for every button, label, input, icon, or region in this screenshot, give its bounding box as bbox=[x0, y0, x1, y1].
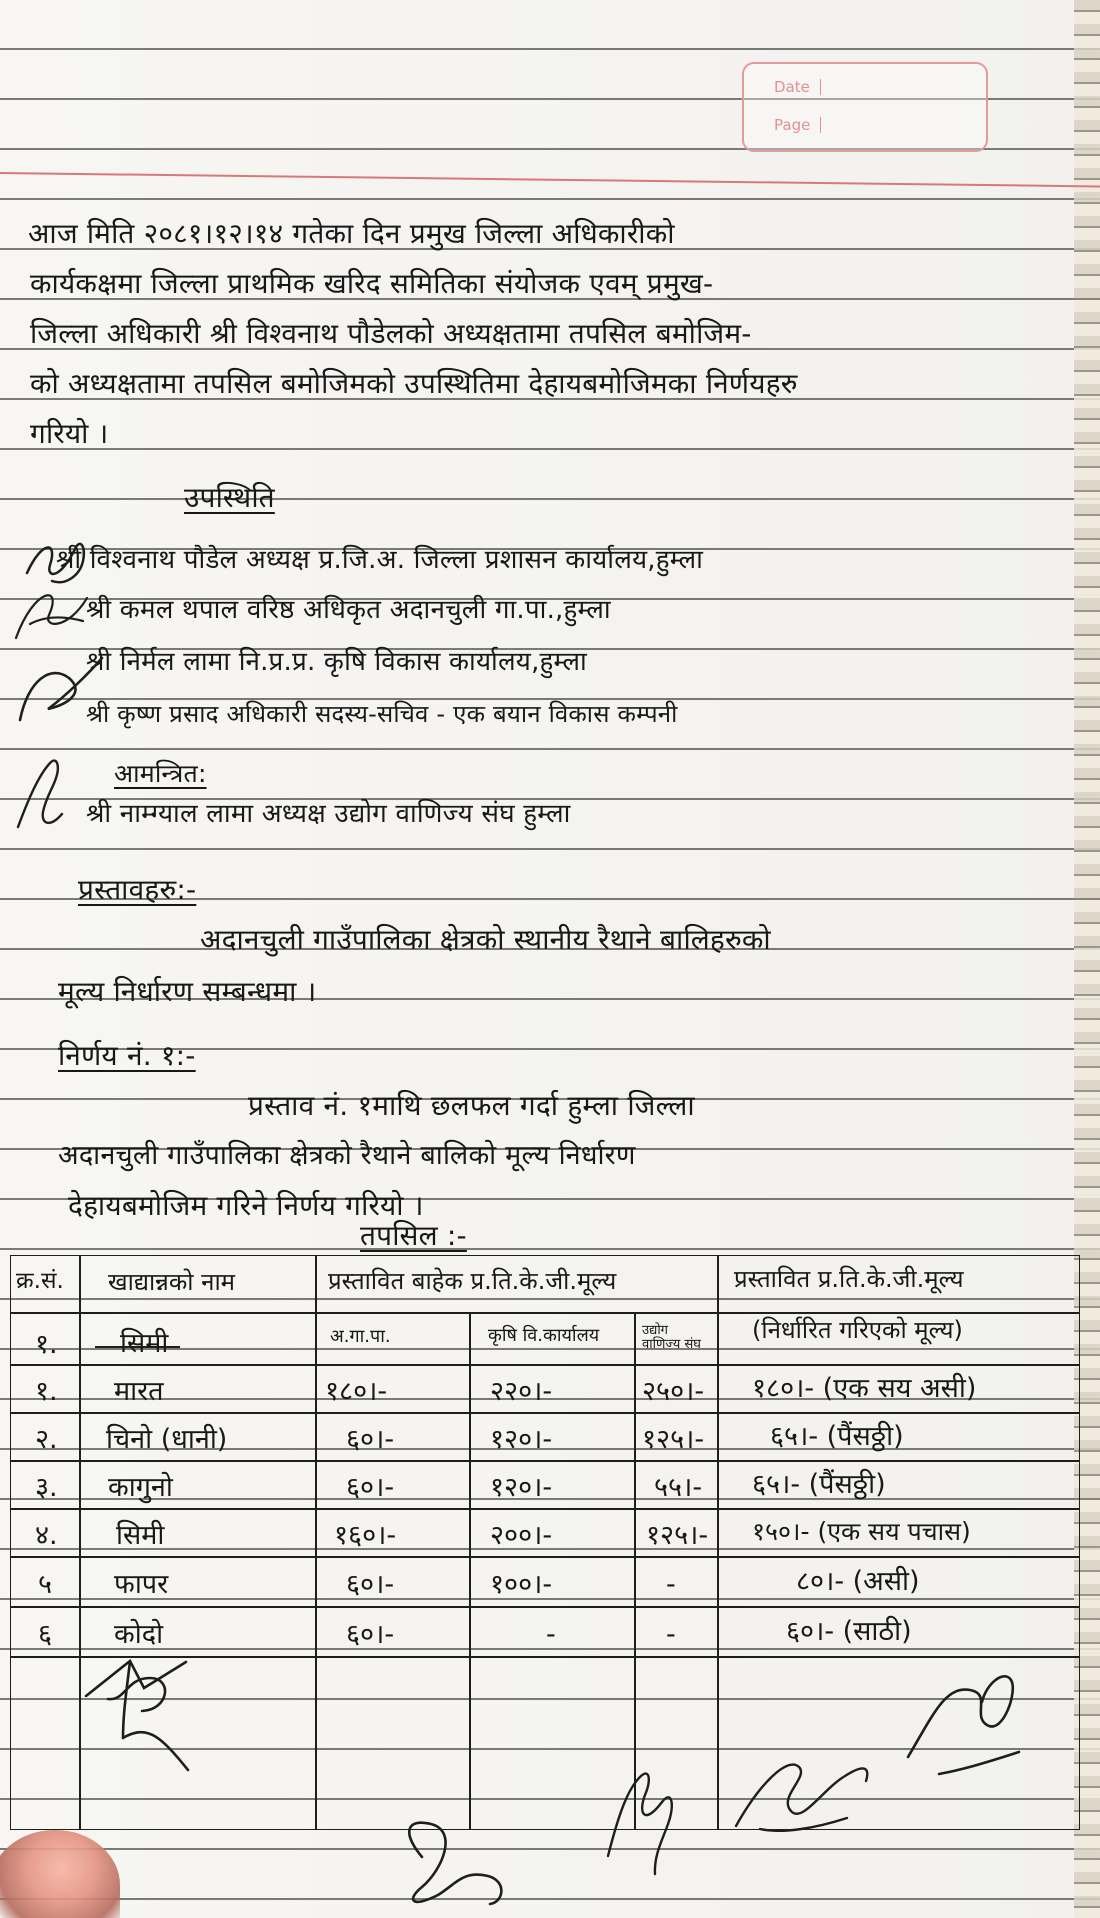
page-separator bbox=[820, 117, 821, 133]
signature-3 bbox=[10, 646, 112, 734]
row-4-agri: १२०।- bbox=[490, 1472, 553, 1503]
row-3-udyog: १२५।- bbox=[642, 1424, 705, 1455]
signature-4 bbox=[8, 754, 78, 838]
decision-line-3: देहायबमोजिम गरिने निर्णय गरियो । bbox=[68, 1189, 424, 1222]
row-4-item: कागुनो bbox=[108, 1472, 173, 1503]
header-approved-rate: प्रस्तावित प्र.ति.के.जी.मूल्य bbox=[734, 1265, 964, 1293]
row-6-agp: ६०।- bbox=[346, 1569, 395, 1600]
date-page-box bbox=[742, 62, 988, 152]
row-5-item: सिमी bbox=[116, 1520, 165, 1551]
invited-heading: आमन्त्रित: bbox=[114, 759, 207, 788]
row-4-sn: ३. bbox=[35, 1472, 58, 1503]
bottom-signature-2 bbox=[590, 1770, 686, 1892]
bottom-signature-1 bbox=[392, 1818, 520, 1910]
intro-line-5: गरियो । bbox=[30, 417, 109, 450]
row-6-agri: १००।- bbox=[490, 1569, 553, 1600]
row-3-approved: ६५।- (पैंसठ्ठी) bbox=[770, 1421, 904, 1452]
row-7-sn: ६ bbox=[38, 1619, 53, 1650]
row-6-udyog: - bbox=[666, 1569, 676, 1600]
header-sn: क्र.सं. bbox=[16, 1268, 64, 1294]
date-separator bbox=[820, 79, 821, 95]
row-7-agp: ६०।- bbox=[346, 1619, 395, 1650]
row-7-approved: ६०।- (साठी) bbox=[786, 1616, 912, 1647]
attendance-member-3: श्री निर्मल लामा नि.प्र.प्र. कृषि विकास कार्यालय,हुम्ला bbox=[86, 647, 587, 677]
page-row bbox=[774, 117, 821, 133]
header-approved-note: (निर्धारित गरिएको मूल्य) bbox=[752, 1316, 963, 1344]
row-6-sn: ५ bbox=[38, 1569, 53, 1600]
table-heading: तपसिल :- bbox=[360, 1219, 467, 1252]
row-6-item: फापर bbox=[114, 1569, 169, 1600]
row-5-agri: २००।- bbox=[490, 1520, 553, 1551]
row-4-approved: ६५।- (पैंसठ्ठी) bbox=[752, 1469, 886, 1500]
date-label: Date bbox=[774, 77, 810, 96]
row-6-approved: ८०।- (असी) bbox=[796, 1566, 920, 1597]
intro-line-1: आज मिति २०८१।१२।१४ गतेका दिन प्रमुख जिल्ला अधिकारीको bbox=[28, 217, 675, 250]
row-4-agp: ६०।- bbox=[346, 1472, 395, 1503]
row-2-udyog: २५०।- bbox=[642, 1376, 705, 1407]
row-5-agp: १६०।- bbox=[334, 1520, 397, 1551]
row-2-approved: १८०।- (एक सय असी) bbox=[752, 1373, 977, 1404]
attendance-member-2: श्री कमल थपाल वरिष्ठ अधिकृत अदानचुली गा.पा.,हुम्ला bbox=[86, 595, 611, 625]
signature-2 bbox=[8, 580, 103, 652]
row-2-agp: १८०।- bbox=[325, 1376, 388, 1407]
intro-line-3: जिल्ला अधिकारी श्री विश्वनाथ पौडेलको अध्यक्षतामा तपसिल बमोजिम- bbox=[30, 317, 752, 350]
row-1-item: सिमी bbox=[120, 1328, 169, 1359]
row-7-udyog: - bbox=[666, 1619, 676, 1650]
attendance-member-4: श्री कृष्ण प्रसाद अधिकारी सदस्य-सचिव - एक बयान विकास कम्पनी bbox=[86, 700, 678, 728]
header-item: खाद्यान्नको नाम bbox=[108, 1268, 236, 1296]
row-7-item: कोदो bbox=[114, 1619, 164, 1650]
attendance-member-1: श्री विश्वनाथ पौडेल अध्यक्ष प्र.जि.अ. जिल्ला प्रशासन कार्यालय,हुम्ला bbox=[56, 545, 704, 575]
row-4-udyog: ५५।- bbox=[654, 1472, 703, 1503]
row-3-agp: ६०।- bbox=[346, 1424, 395, 1455]
bottom-signature-3 bbox=[726, 1738, 876, 1862]
row-1-sn: १. bbox=[35, 1329, 58, 1360]
page-label: Page bbox=[774, 115, 811, 134]
proposal-line-1: अदानचुली गाउँपालिका क्षेत्रको स्थानीय रैथाने बालिहरुको bbox=[200, 923, 771, 956]
row-3-sn: २. bbox=[35, 1424, 58, 1455]
proposal-heading: प्रस्तावहरु:- bbox=[78, 873, 197, 906]
row-2-sn: १. bbox=[35, 1376, 58, 1407]
table-signature-left bbox=[78, 1654, 198, 1772]
subheader-udyog: उद्योग वाणिज्य संघ bbox=[642, 1323, 701, 1352]
intro-line-2: कार्यकक्षमा जिल्ला प्राथमिक खरिद समितिका संयोजक एवम् प्रमुख- bbox=[30, 267, 714, 300]
decision-heading: निर्णय नं. १:- bbox=[58, 1039, 196, 1072]
row-5-approved: १५०।- (एक सय पचास) bbox=[752, 1517, 971, 1546]
row-7-agri: - bbox=[546, 1619, 556, 1650]
bottom-signature-4 bbox=[900, 1668, 1028, 1780]
date-row bbox=[774, 79, 821, 95]
invited-member-1: श्री नाम्ग्याल लामा अध्यक्ष उद्योग वाणिज्य संघ हुम्ला bbox=[86, 799, 571, 829]
intro-line-4: को अध्यक्षतामा तपसिल बमोजिमको उपस्थितिमा देहायबमोजिमका निर्णयहरु bbox=[30, 367, 798, 400]
row-3-agri: १२०।- bbox=[490, 1424, 553, 1455]
decision-line-2: अदानचुली गाउँपालिका क्षेत्रको रैथाने बालिको मूल्य निर्धारण bbox=[58, 1140, 636, 1171]
row-2-item: मारत bbox=[114, 1376, 164, 1407]
row-3-item: चिनो (धानी) bbox=[106, 1424, 228, 1455]
subheader-agp: अ.गा.पा. bbox=[330, 1326, 391, 1347]
attendance-heading: उपस्थिति bbox=[184, 481, 275, 514]
header-rule bbox=[0, 172, 1100, 187]
thumb-overlay bbox=[0, 1830, 120, 1918]
decision-line-1: प्रस्ताव नं. १माथि छलफल गर्दा हुम्ला जिल्ला bbox=[248, 1089, 695, 1122]
row-5-udyog: १२५।- bbox=[646, 1520, 709, 1551]
proposal-line-2: मूल्य निर्धारण सम्बन्धमा । bbox=[58, 975, 317, 1008]
subheader-agri: कृषि वि.कार्यालय bbox=[488, 1325, 600, 1346]
header-proposed-rates: प्रस्तावित बाहेक प्र.ति.के.जी.मूल्य bbox=[328, 1267, 617, 1295]
row-5-sn: ४. bbox=[35, 1520, 58, 1551]
row-2-agri: २२०।- bbox=[490, 1376, 553, 1407]
